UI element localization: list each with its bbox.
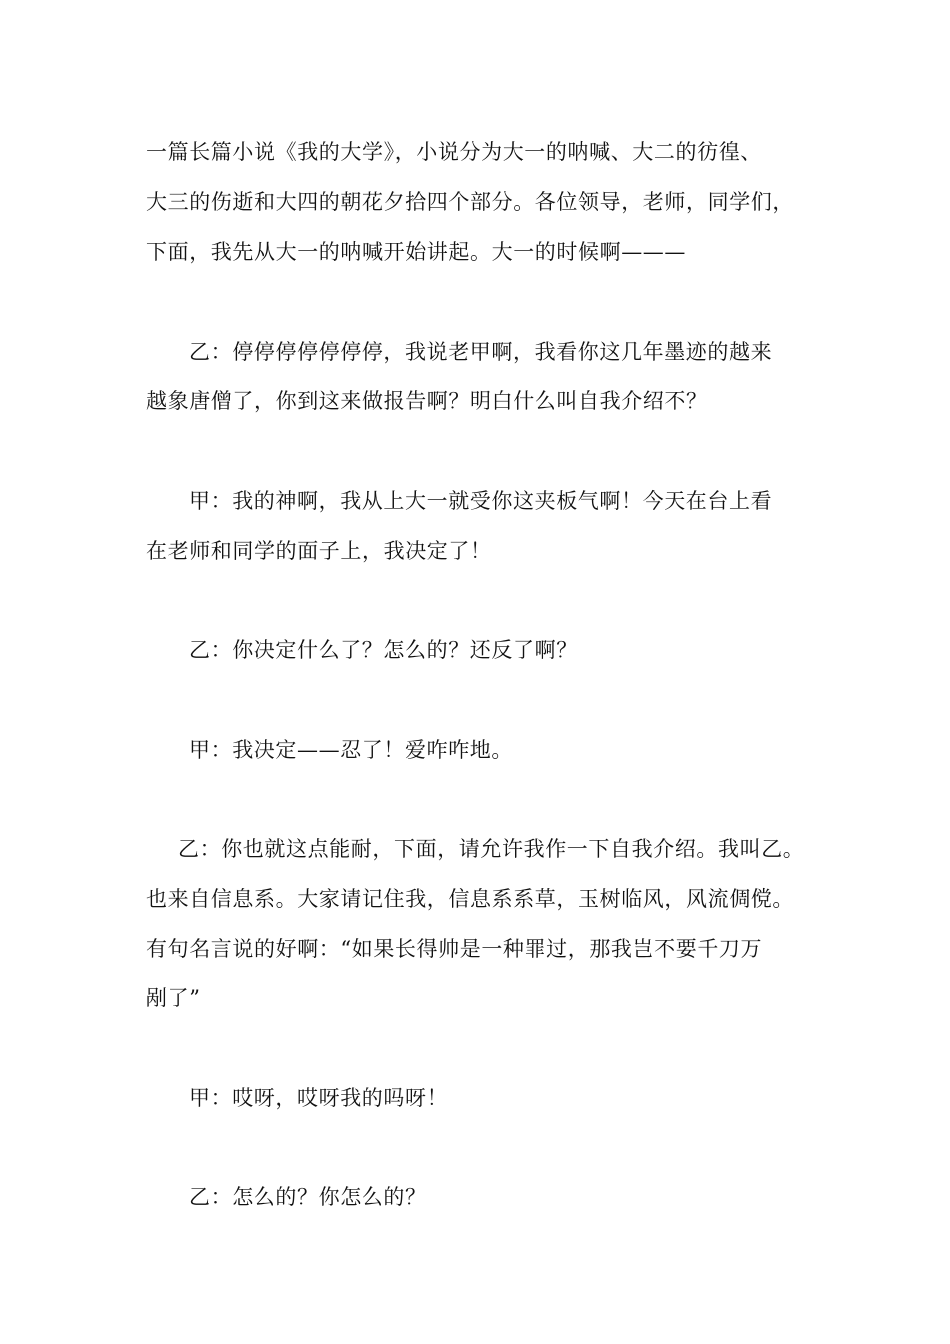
paragraph-2-line-2: 越象唐僧了，你到这来做报告啊？明白什么叫自我介绍不？ (146, 389, 708, 413)
paragraph-5-line-1: 甲：我决定——忍了！爱咋咋地。 (189, 738, 513, 762)
paragraph-7-line-1: 甲：哎呀，哎呀我的吗呀！ (189, 1086, 449, 1110)
paragraph-1-line-3: 下面，我先从大一的呐喊开始讲起。大一的时候啊——— (146, 240, 686, 264)
paragraph-3-line-1: 甲：我的神啊，我从上大一就受你这夹板气啊！今天在台上看 (189, 489, 773, 513)
paragraph-6-line-2: 也来自信息系。大家请记住我，信息系系草，玉树临风，风流倜傥。 (146, 887, 794, 911)
paragraph-6-line-4: 剐了” (146, 986, 201, 1010)
paragraph-1-line-1: 一篇长篇小说《我的大学》，小说分为大一的呐喊、大二的彷徨、 (146, 140, 762, 164)
paragraph-8-line-1: 乙：怎么的？你怎么的？ (189, 1185, 427, 1209)
paragraph-6-line-3: 有句名言说的好啊：“如果长得帅是一种罪过，那我岂不要千刀万 (146, 937, 763, 961)
paragraph-3-line-2: 在老师和同学的面子上，我决定了！ (146, 539, 492, 563)
paragraph-4-line-1: 乙：你决定什么了？怎么的？还反了啊？ (189, 638, 578, 662)
paragraph-1-line-2: 大三的伤逝和大四的朝花夕拾四个部分。各位领导，老师，同学们， (146, 190, 794, 214)
paragraph-6-line-1: 乙：你也就这点能耐，下面，请允许我作一下自我介绍。我叫乙。 (178, 837, 805, 861)
paragraph-2-line-1: 乙：停停停停停停停，我说老甲啊，我看你这几年墨迹的越来 (189, 340, 773, 364)
